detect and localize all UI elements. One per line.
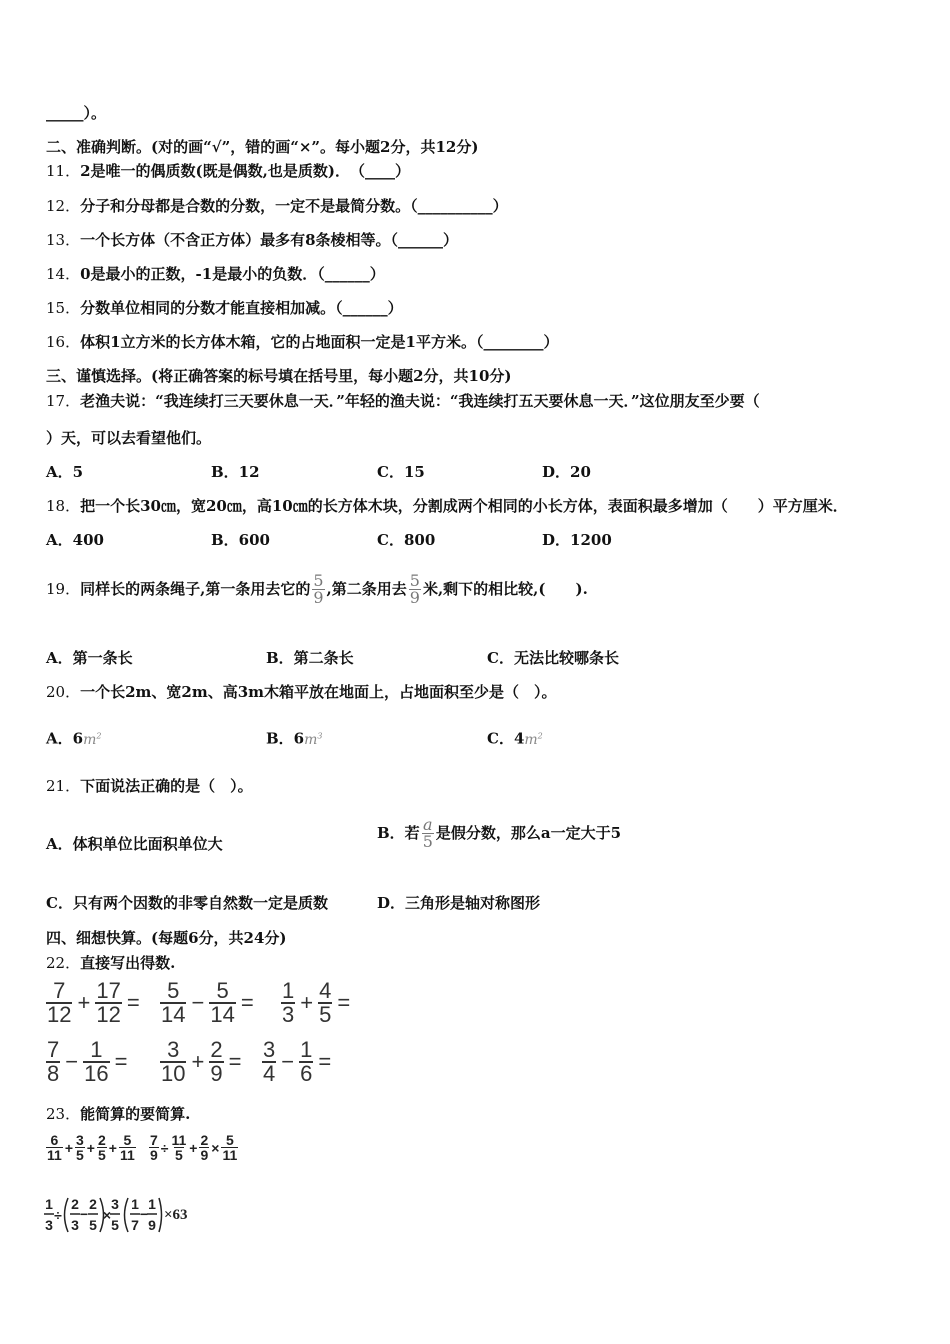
- option-c[interactable]: C．$4m^2$: [487, 729, 543, 748]
- question-18: [46, 496, 848, 516]
- question-number: 19．: [46, 580, 81, 598]
- question-23: [46, 1104, 190, 1124]
- fraction: $\frac{6}{11}$: [47, 1132, 62, 1163]
- question-number: 22．: [46, 954, 81, 972]
- question-text: 米,剩下的相比较,( ).: [422, 580, 588, 598]
- answer-blank[interactable]: （______）: [390, 231, 459, 249]
- fraction: $\frac{5}{9}$: [313, 570, 324, 607]
- fraction: $\frac{3}{4}$: [263, 1037, 276, 1086]
- section4-title: 四、细想快算。(每题6分，共24分): [46, 929, 287, 947]
- option-c[interactable]: C．800: [377, 531, 436, 549]
- fraction: $\frac{17}{12}$: [96, 978, 121, 1027]
- question-21: [46, 776, 253, 796]
- fraction: $\frac{7}{8}$: [47, 1037, 60, 1086]
- multiplier-text: ×63: [164, 1206, 188, 1223]
- question-19: [46, 566, 588, 612]
- option-b[interactable]: B．第二条长: [266, 649, 354, 667]
- question-number: 20．: [46, 683, 81, 701]
- option-c[interactable]: C．无法比较哪条长: [487, 649, 619, 667]
- question-number: 14．: [46, 265, 81, 283]
- question-text: 能简算的要简算.: [80, 1105, 191, 1123]
- svg-text:2: 2: [89, 1196, 97, 1212]
- formula-graphic: [44, 1192, 164, 1238]
- fraction: $\frac{1}{16}$: [84, 1037, 109, 1086]
- svg-text:3: 3: [45, 1217, 53, 1233]
- option-b[interactable]: B．12: [211, 463, 260, 481]
- question-text: 一个长2m、宽2m、高3m木箱平放在地面上，占地面积至少是（ ）。: [80, 683, 557, 701]
- fraction: $\frac{5}{14}$: [210, 978, 235, 1027]
- svg-text:1: 1: [148, 1196, 156, 1212]
- fraction: $\frac{7}{9}$: [150, 1132, 158, 1163]
- svg-text:9: 9: [148, 1217, 156, 1233]
- question-12: [46, 196, 508, 216]
- svg-text:1: 1: [45, 1196, 53, 1212]
- question-number: 16．: [46, 333, 81, 351]
- option-d[interactable]: D．三角形是轴对称图形: [377, 894, 541, 912]
- svg-text:−: −: [79, 1206, 89, 1222]
- unit-label: $m^2$: [524, 731, 543, 748]
- question-20: [46, 682, 557, 702]
- question-16: [46, 332, 559, 352]
- answer-blank[interactable]: （__________）: [410, 197, 508, 215]
- question-number: 13．: [46, 231, 81, 249]
- question-number: 15．: [46, 299, 81, 317]
- svg-text:3: 3: [111, 1196, 119, 1212]
- question-14: [46, 264, 385, 284]
- question-number: 21．: [46, 777, 81, 795]
- simplify-expression-1: $\frac{6}{11}$ + $\frac{3}{5}$ + $\frac{2}{5}$ + $\frac{5}{11}$: [47, 1132, 135, 1163]
- equals-sign: =: [228, 1049, 242, 1074]
- option-b[interactable]: B．若 $\frac{a}{5}$ 是假分数，那么a一定大于5: [377, 814, 622, 851]
- question-17-line1: [46, 391, 760, 411]
- question-text: 一个长方体（不含正方体）最多有8条棱相等。: [80, 231, 391, 249]
- simplify-expression-2: $\frac{7}{9}$ ÷ $\frac{11}{5}$ + $\frac{2}{9}$ × $\frac{5}{11}$: [150, 1132, 238, 1163]
- equals-sign: =: [337, 990, 351, 1015]
- answer-blank[interactable]: （______）: [317, 265, 385, 283]
- question-11: [46, 161, 410, 181]
- fraction: $\frac{5}{11}$: [222, 1132, 238, 1163]
- unit-label: $m^2$: [83, 731, 102, 748]
- equals-sign: =: [126, 990, 140, 1015]
- question-22: [46, 953, 175, 973]
- answer-blank[interactable]: （________）: [475, 333, 559, 351]
- fraction: $\frac{3}{10}$: [161, 1037, 186, 1086]
- calc-expression: $\frac{3}{10}$ + $\frac{2}{9}$ =: [161, 1037, 242, 1086]
- fraction: $\frac{2}{5}$: [97, 1132, 106, 1163]
- question-number: 17．: [46, 392, 81, 410]
- question-text: 老渔夫说：“我连续打三天要休息一天．”年轻的渔夫说：“我连续打五天要休息一天．”这位朋友至少要（: [80, 392, 760, 410]
- option-c[interactable]: C．15: [377, 463, 425, 481]
- question-13: [46, 230, 458, 250]
- option-c[interactable]: C．只有两个因数的非零自然数一定是质数: [46, 894, 328, 912]
- question-text: 同样长的两条绳子,第一条用去它的: [80, 580, 311, 598]
- svg-text:−: −: [139, 1206, 149, 1222]
- question-text: 分子和分母都是合数的分数，一定不是最简分数。: [80, 197, 411, 215]
- question-17-line2: ）天，可以去看望他们。: [46, 429, 212, 447]
- option-a[interactable]: A．体积单位比面积单位大: [46, 835, 223, 853]
- question-number: 23．: [46, 1105, 81, 1123]
- question-text: 分数单位相同的分数才能直接相加减。: [80, 299, 336, 317]
- option-a[interactable]: A．400: [46, 531, 104, 549]
- equals-sign: =: [318, 1049, 332, 1074]
- option-a[interactable]: A．$6m^2$: [46, 729, 102, 748]
- fraction: $\frac{5}{14}$: [161, 978, 186, 1027]
- svg-text:1: 1: [131, 1196, 139, 1212]
- option-b[interactable]: B．$6m^3$: [266, 729, 323, 748]
- question-text: 把一个长30㎝，宽20㎝，高10㎝的长方体木块，分割成两个相同的小长方体，表面积最多增加（ ）平方厘米．: [80, 497, 848, 515]
- question-text: 体积1立方米的长方体木箱，它的占地面积一定是1平方米。: [80, 333, 476, 351]
- calc-expression: $\frac{3}{4}$ − $\frac{1}{6}$ =: [263, 1037, 332, 1086]
- equals-sign: =: [240, 990, 254, 1015]
- option-d[interactable]: D．1200: [542, 531, 612, 549]
- question-text: 直接写出得数.: [80, 954, 176, 972]
- fraction: $\frac{3}{5}$: [76, 1132, 84, 1163]
- svg-text:5: 5: [111, 1217, 119, 1233]
- question-text: 下面说法正确的是（ ）。: [80, 777, 253, 795]
- option-d[interactable]: D．20: [542, 463, 591, 481]
- option-a[interactable]: A．第一条长: [46, 649, 133, 667]
- svg-text:3: 3: [71, 1217, 79, 1233]
- calc-expression: $\frac{5}{14}$ − $\frac{5}{14}$ =: [161, 978, 254, 1027]
- question-15: [46, 298, 403, 318]
- fraction: $\frac{2}{9}$: [200, 1132, 209, 1163]
- prev-question-tail: _____）。: [46, 104, 107, 122]
- fraction: $\frac{2}{9}$: [210, 1037, 223, 1086]
- fraction: $\frac{5}{11}$: [119, 1132, 135, 1163]
- simplify-expression-3: [44, 1192, 188, 1238]
- question-text: ,第二条用去: [326, 580, 407, 598]
- fraction: $\frac{1}{3}$: [282, 978, 295, 1027]
- svg-text:5: 5: [89, 1217, 97, 1233]
- svg-text:÷: ÷: [54, 1207, 62, 1223]
- option-b[interactable]: B．600: [211, 531, 270, 549]
- answer-blank[interactable]: （______）: [335, 299, 403, 317]
- fraction: $\frac{a}{5}$: [422, 814, 433, 851]
- option-a[interactable]: A．5: [46, 463, 84, 481]
- unit-label: $m^3$: [304, 731, 323, 748]
- calc-expression: $\frac{7}{12}$ + $\frac{17}{12}$ =: [47, 978, 140, 1027]
- fraction: $\frac{4}{5}$: [319, 978, 332, 1027]
- svg-text:7: 7: [131, 1217, 139, 1233]
- fraction: $\frac{11}{5}$: [171, 1132, 187, 1163]
- question-text: 2是唯一的偶质数(既是偶数,也是质数)．: [80, 162, 343, 180]
- answer-blank[interactable]: （____）: [357, 162, 410, 180]
- svg-text:×: ×: [102, 1207, 112, 1223]
- fraction: $\frac{5}{9}$: [409, 570, 420, 607]
- calc-expression: $\frac{1}{3}$ + $\frac{4}{5}$ =: [282, 978, 351, 1027]
- equals-sign: =: [114, 1049, 128, 1074]
- question-number: 18．: [46, 497, 81, 515]
- fraction: $\frac{1}{6}$: [300, 1037, 313, 1086]
- section3-title: 三、谨慎选择。(将正确答案的标号填在括号里，每小题2分，共10分): [46, 367, 512, 385]
- calc-expression: $\frac{7}{8}$ − $\frac{1}{16}$ =: [47, 1037, 128, 1086]
- section2-title: 二、准确判断。(对的画“√”，错的画“×”。每小题2分，共12分): [46, 138, 479, 156]
- svg-text:2: 2: [71, 1196, 79, 1212]
- question-text: 0是最小的正数，-1是最小的负数．: [80, 265, 318, 283]
- question-number: 11．: [46, 162, 81, 180]
- question-number: 12．: [46, 197, 81, 215]
- fraction: $\frac{7}{12}$: [47, 978, 72, 1027]
